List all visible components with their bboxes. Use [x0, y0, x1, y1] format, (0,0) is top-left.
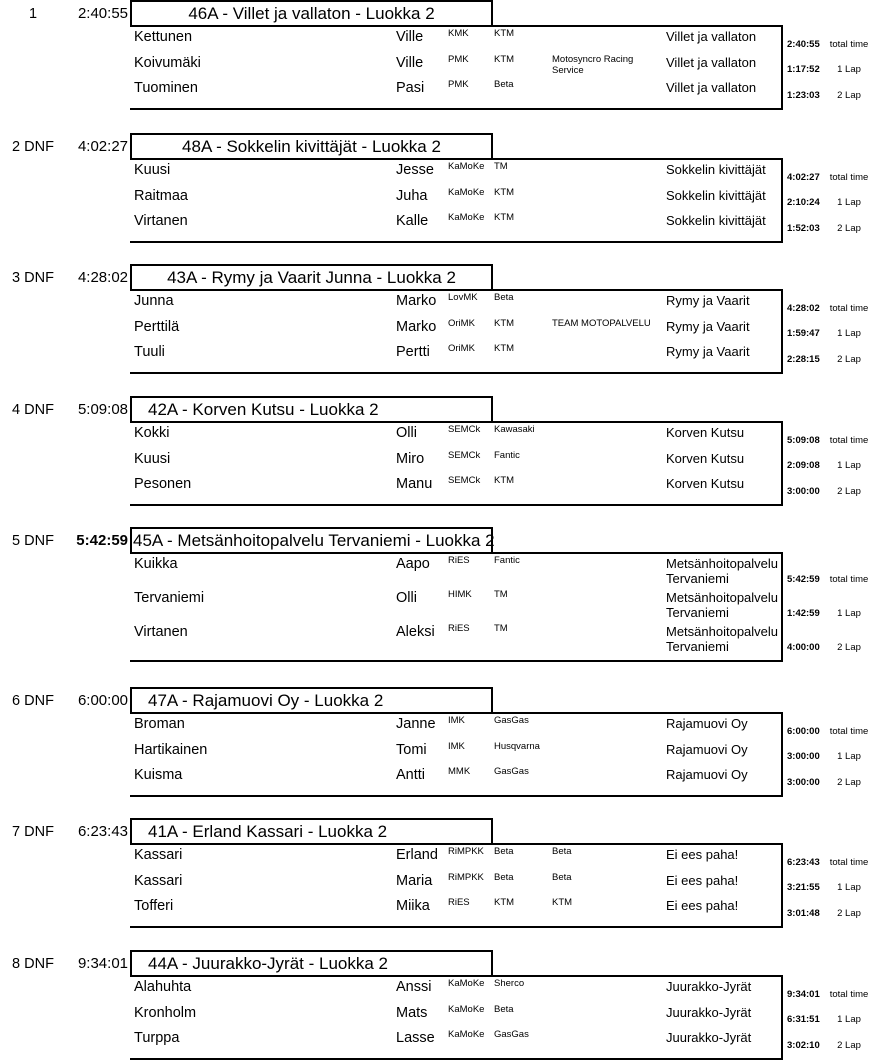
split-label: 1 Lap	[837, 751, 861, 762]
rider-last-name: Kuusi	[134, 162, 171, 178]
rider-last-name: Tervaniemi	[134, 590, 205, 606]
team-title-box	[130, 687, 493, 714]
rider-last-name: Koivumäki	[134, 54, 201, 71]
rider-first-name: Tomi	[396, 741, 427, 758]
rider-club: RiMPKK	[448, 871, 484, 883]
rider-bike: KTM	[494, 53, 515, 65]
team-total-time: 4:02:27	[77, 138, 128, 155]
split-time: 9:34:01	[787, 988, 820, 1000]
split-label: 2 Lap	[837, 642, 861, 653]
rider-first-name: Jesse	[396, 162, 434, 178]
position-label: 5 DNF	[12, 533, 54, 549]
rider-club: PMK	[448, 53, 469, 65]
rider-last-name: Tofferi	[134, 898, 174, 914]
rider-first-name: Mats	[396, 1004, 428, 1021]
rider-row	[0, 474, 880, 500]
team-title-box	[130, 0, 493, 27]
rider-team: Villet ja vallaton	[666, 54, 757, 70]
split-label: 1 Lap	[837, 882, 861, 893]
team-total-time: 5:09:08	[77, 401, 128, 418]
team-total-time: 9:34:01	[77, 955, 128, 972]
split-label: 2 Lap	[837, 353, 861, 365]
rider-club: RiES	[448, 897, 470, 908]
rider-last-name: Virtanen	[134, 624, 188, 640]
rider-first-name: Pasi	[396, 80, 425, 96]
team-title-box	[130, 950, 493, 977]
rider-club: RiES	[448, 555, 470, 566]
rider-first-name: Miika	[396, 898, 430, 914]
rider-team: Ei ees paha!	[666, 898, 739, 913]
rider-last-name: Kokki	[134, 425, 170, 441]
rider-last-name: Virtanen	[134, 213, 188, 229]
team-title-box	[130, 133, 493, 160]
rider-first-name: Erland	[396, 847, 438, 863]
rider-row	[0, 27, 880, 53]
split-time: 3:02:10	[787, 1039, 820, 1051]
rider-row	[0, 342, 880, 368]
rider-team: Korven Kutsu	[666, 476, 745, 491]
rider-club: OriMK	[448, 317, 475, 329]
team-title-box	[130, 818, 493, 845]
rider-last-name: Kettunen	[134, 29, 193, 45]
rider-first-name: Aapo	[396, 556, 430, 572]
split-time: 4:00:00	[787, 642, 820, 653]
split-time: 2:40:55	[787, 38, 820, 50]
rider-last-name: Hartikainen	[134, 741, 208, 758]
team-total-time: 6:00:00	[77, 692, 128, 709]
split-label: 2 Lap	[837, 485, 861, 497]
position-label: 3 DNF	[12, 270, 54, 286]
rider-team: Sokkelin kivittäjät	[666, 213, 766, 228]
rider-bike: GasGas	[494, 715, 529, 726]
split-time: 1:42:59	[787, 608, 820, 619]
rider-bike: KTM	[494, 28, 515, 39]
rider-bike: KTM	[494, 897, 515, 908]
split-label: total time	[829, 574, 869, 585]
rider-club: SEMCk	[448, 424, 481, 435]
team-total-time: 6:23:43	[77, 823, 128, 840]
rider-last-name: Alahuhta	[134, 979, 192, 995]
split-label: total time	[829, 856, 869, 868]
rider-club: KaMoKe	[448, 186, 485, 198]
rider-first-name: Anssi	[396, 979, 432, 995]
rider-last-name: Perttilä	[134, 318, 180, 335]
rider-club: RiES	[448, 623, 470, 634]
rider-bike: Beta	[494, 292, 514, 303]
rider-last-name: Kassari	[134, 872, 183, 889]
rider-bike: Beta	[494, 846, 514, 857]
rider-bike: TM	[494, 589, 508, 600]
rider-sponsor: TEAM MOTOPALVELU	[552, 317, 651, 329]
rider-club: KaMoKe	[448, 1029, 485, 1040]
rider-team: Metsänhoitopalvelu Tervaniemi	[666, 556, 779, 586]
rider-first-name: Ville	[396, 29, 424, 45]
rider-team: Juurakko-Jyrät	[666, 1004, 752, 1020]
rider-row	[0, 1028, 880, 1054]
rider-bike: TM	[494, 623, 508, 634]
split-label: total time	[829, 988, 869, 1000]
rider-bike: TM	[494, 161, 508, 172]
rider-first-name: Olli	[396, 590, 417, 606]
rider-row	[0, 554, 880, 588]
rider-sponsor: KTM	[552, 897, 573, 908]
rider-club: KMK	[448, 28, 469, 39]
rider-team: Sokkelin kivittäjät	[666, 162, 766, 177]
split-label: 2 Lap	[837, 776, 861, 788]
rider-last-name: Tuuli	[134, 344, 165, 360]
split-label: 2 Lap	[837, 1039, 861, 1051]
rider-team: Ei ees paha!	[666, 847, 739, 862]
rider-club: MMK	[448, 766, 471, 777]
split-label: total time	[829, 434, 869, 446]
rider-row	[0, 765, 880, 791]
rider-team: Korven Kutsu	[666, 425, 745, 440]
rider-last-name: Kronholm	[134, 1004, 197, 1021]
position-label: 4 DNF	[12, 402, 54, 418]
rider-bike: Fantic	[494, 555, 520, 566]
rider-team: Sokkelin kivittäjät	[666, 187, 766, 203]
rider-row	[0, 714, 880, 740]
rider-team: Villet ja vallaton	[666, 80, 757, 95]
split-label: 1 Lap	[837, 460, 861, 471]
team-title: 43A - Rymy ja Vaarit Junna - Luokka 2	[167, 268, 456, 287]
rider-bike: Beta	[494, 871, 514, 883]
team-title-box	[130, 396, 493, 423]
rider-club: IMK	[448, 715, 465, 726]
split-label: 1 Lap	[837, 64, 861, 75]
rider-row	[0, 211, 880, 237]
rider-club: SEMCk	[448, 475, 481, 486]
rider-last-name: Broman	[134, 716, 185, 732]
rider-sponsor: Beta	[552, 846, 572, 857]
rider-first-name: Janne	[396, 716, 436, 732]
rider-first-name: Juha	[396, 187, 428, 204]
rider-bike: Beta	[494, 1003, 514, 1015]
rider-club: KaMoKe	[448, 161, 485, 172]
rider-club: KaMoKe	[448, 978, 485, 989]
rider-row	[0, 1003, 880, 1029]
rider-club: SEMCk	[448, 449, 481, 461]
rider-club: KaMoKe	[448, 212, 485, 223]
team-title: 47A - Rajamuovi Oy - Luokka 2	[148, 691, 384, 710]
rider-row	[0, 78, 880, 104]
split-label: 1 Lap	[837, 328, 861, 339]
rider-team: Rymy ja Vaarit	[666, 344, 750, 359]
rider-first-name: Kalle	[396, 213, 429, 229]
split-time: 3:00:00	[787, 776, 820, 788]
rider-first-name: Pertti	[396, 344, 430, 360]
split-label: total time	[829, 171, 869, 183]
split-time: 3:21:55	[787, 882, 820, 893]
split-label: 1 Lap	[837, 608, 861, 619]
rider-first-name: Lasse	[396, 1030, 435, 1046]
rider-team: Rajamuovi Oy	[666, 716, 748, 731]
rider-row	[0, 896, 880, 922]
rider-team: Ei ees paha!	[666, 872, 739, 888]
rider-bike: GasGas	[494, 1029, 529, 1040]
rider-club: HIMK	[448, 589, 472, 600]
rider-last-name: Turppa	[134, 1030, 180, 1046]
split-time: 6:00:00	[787, 725, 820, 737]
rider-bike: Husqvarna	[494, 740, 540, 752]
rider-club: LovMK	[448, 292, 478, 303]
rider-first-name: Miro	[396, 450, 425, 467]
rider-first-name: Aleksi	[396, 624, 435, 640]
rider-bike: KTM	[494, 186, 515, 198]
split-time: 6:31:51	[787, 1014, 820, 1025]
split-time: 2:28:15	[787, 353, 820, 365]
split-time: 2:10:24	[787, 197, 820, 208]
split-label: 2 Lap	[837, 222, 861, 234]
rider-bike: KTM	[494, 317, 515, 329]
rider-last-name: Pesonen	[134, 476, 192, 492]
rider-row	[0, 317, 880, 343]
split-time: 3:00:00	[787, 751, 820, 762]
rider-team: Juurakko-Jyrät	[666, 1030, 752, 1045]
team-title: 44A - Juurakko-Jyrät - Luokka 2	[148, 954, 389, 973]
rider-row	[0, 449, 880, 475]
rider-last-name: Tuominen	[134, 80, 198, 96]
rider-club: PMK	[448, 79, 469, 90]
position-label: 2 DNF	[12, 139, 54, 155]
rider-row	[0, 423, 880, 449]
split-time: 1:52:03	[787, 222, 820, 234]
split-label: 1 Lap	[837, 197, 861, 208]
rider-row	[0, 53, 880, 79]
team-title: 45A - Metsänhoitopalvelu Tervaniemi - Luokka 2	[133, 531, 495, 550]
rider-first-name: Ville	[396, 54, 424, 71]
rider-row	[0, 871, 880, 897]
rider-team: Rymy ja Vaarit	[666, 318, 750, 334]
rider-bike: GasGas	[494, 766, 529, 777]
split-time: 1:59:47	[787, 328, 820, 339]
rider-first-name: Antti	[396, 767, 426, 783]
rider-first-name: Olli	[396, 425, 417, 441]
team-total-time: 5:42:59	[76, 532, 128, 549]
team-title: 46A - Villet ja vallaton - Luokka 2	[188, 4, 435, 23]
rider-last-name: Junna	[134, 293, 174, 309]
rider-row	[0, 160, 880, 186]
position-label: 1	[28, 6, 38, 22]
rider-team: Metsänhoitopalvelu Tervaniemi	[666, 624, 779, 654]
rider-sponsor: Motosyncro Racing Service	[552, 53, 634, 76]
rider-last-name: Raitmaa	[134, 187, 188, 204]
split-label: 2 Lap	[837, 907, 861, 919]
rider-team: Korven Kutsu	[666, 450, 745, 466]
split-time: 6:23:43	[787, 856, 820, 868]
rider-club: IMK	[448, 740, 465, 752]
split-time: 2:09:08	[787, 460, 820, 471]
rider-first-name: Maria	[396, 872, 433, 889]
team-total-time: 4:28:02	[77, 269, 128, 286]
rider-last-name: Kuusi	[134, 450, 171, 467]
rider-first-name: Manu	[396, 476, 433, 492]
rider-team: Juurakko-Jyrät	[666, 979, 752, 994]
split-label: total time	[829, 302, 869, 314]
rider-bike: Kawasaki	[494, 424, 535, 435]
rider-bike: KTM	[494, 475, 515, 486]
rider-row	[0, 291, 880, 317]
rider-team: Rajamuovi Oy	[666, 741, 748, 757]
team-total-time: 2:40:55	[77, 5, 128, 22]
rider-first-name: Marko	[396, 293, 437, 309]
split-label: 1 Lap	[837, 1014, 861, 1025]
split-time: 3:00:00	[787, 485, 820, 497]
rider-bike: Beta	[494, 79, 514, 90]
split-label: total time	[829, 38, 869, 50]
rider-club: RiMPKK	[448, 846, 484, 857]
rider-row	[0, 977, 880, 1003]
rider-team: Villet ja vallaton	[666, 29, 757, 44]
split-label: total time	[829, 725, 869, 737]
rider-bike: KTM	[494, 212, 515, 223]
rider-first-name: Marko	[396, 318, 437, 335]
rider-row	[0, 622, 880, 656]
position-label: 7 DNF	[12, 824, 54, 840]
rider-row	[0, 740, 880, 766]
split-time: 1:23:03	[787, 89, 820, 101]
split-time: 3:01:48	[787, 907, 820, 919]
team-title: 42A - Korven Kutsu - Luokka 2	[148, 400, 379, 419]
rider-bike: Sherco	[494, 978, 525, 989]
rider-row	[0, 588, 880, 622]
split-time: 4:02:27	[787, 171, 820, 183]
position-label: 6 DNF	[12, 693, 54, 709]
split-time: 4:28:02	[787, 302, 820, 314]
split-time: 1:17:52	[787, 64, 820, 75]
rider-last-name: Kuisma	[134, 767, 183, 783]
rider-bike: Fantic	[494, 449, 520, 461]
rider-bike: KTM	[494, 343, 515, 354]
rider-team: Rymy ja Vaarit	[666, 293, 750, 308]
rider-club: KaMoKe	[448, 1003, 485, 1015]
rider-team: Rajamuovi Oy	[666, 767, 748, 782]
split-time: 5:42:59	[787, 574, 820, 585]
rider-last-name: Kuikka	[134, 556, 178, 572]
rider-last-name: Kassari	[134, 847, 183, 863]
team-title: 41A - Erland Kassari - Luokka 2	[148, 822, 388, 841]
team-title-box	[130, 527, 493, 554]
split-time: 5:09:08	[787, 434, 820, 446]
rider-row	[0, 186, 880, 212]
split-label: 2 Lap	[837, 89, 861, 101]
team-title-box	[130, 264, 493, 291]
rider-sponsor: Beta	[552, 871, 572, 883]
rider-club: OriMK	[448, 343, 475, 354]
team-title: 48A - Sokkelin kivittäjät - Luokka 2	[182, 137, 441, 156]
rider-row	[0, 845, 880, 871]
rider-team: Metsänhoitopalvelu Tervaniemi	[666, 590, 779, 620]
position-label: 8 DNF	[12, 956, 54, 972]
